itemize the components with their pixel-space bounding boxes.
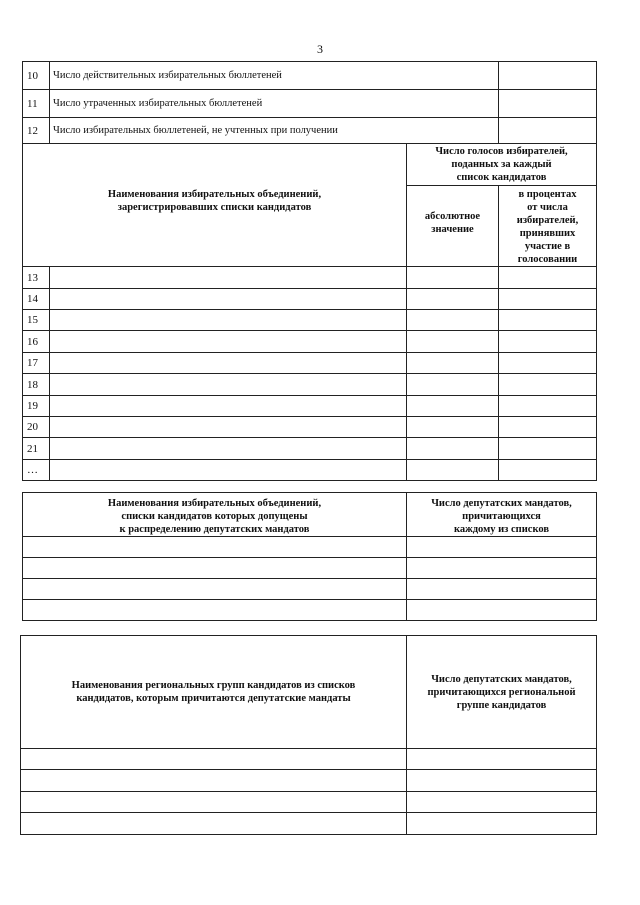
- absolute-value-cell[interactable]: [407, 417, 499, 438]
- mandates-table: [22, 492, 597, 621]
- percent-cell[interactable]: [499, 310, 597, 331]
- percent-cell[interactable]: [499, 353, 597, 374]
- row-number: 20: [23, 417, 50, 438]
- mandate-count-cell[interactable]: [407, 558, 597, 579]
- value-cell[interactable]: [499, 90, 597, 118]
- party-list-cell[interactable]: [23, 600, 407, 621]
- party-name-cell[interactable]: [50, 396, 407, 417]
- regional-group-cell[interactable]: [21, 770, 407, 792]
- row-number: 10: [23, 62, 50, 90]
- absolute-value-cell[interactable]: [407, 438, 499, 460]
- row-number: 19: [23, 396, 50, 417]
- absolute-value-cell[interactable]: [407, 289, 499, 310]
- table-row: [23, 558, 597, 579]
- party-name-cell[interactable]: [50, 310, 407, 331]
- summary-row-11: [23, 90, 597, 118]
- party-name-cell[interactable]: [50, 417, 407, 438]
- table-row: [23, 460, 597, 481]
- row-number: 12: [23, 118, 50, 144]
- table-row: [23, 289, 597, 310]
- table-row: [21, 749, 597, 770]
- row-number: …: [23, 460, 50, 481]
- party-name-cell[interactable]: [50, 353, 407, 374]
- percent-header: в процентах от числа избирателей, принявших участие в голосовании: [499, 186, 597, 267]
- regional-group-cell[interactable]: [21, 813, 407, 835]
- percent-cell[interactable]: [499, 460, 597, 481]
- regional-mandate-cell[interactable]: [407, 749, 597, 770]
- mandate-count-header: Число депутатских мандатов, причитающихся каждому из списков: [407, 493, 597, 537]
- table-row: [23, 417, 597, 438]
- summary-row-10: [23, 62, 597, 90]
- row-label: Число избирательных бюллетеней, не учтенных при получении: [50, 118, 499, 144]
- mandate-count-cell[interactable]: [407, 600, 597, 621]
- value-cell[interactable]: [499, 62, 597, 90]
- absolute-value-cell[interactable]: [407, 353, 499, 374]
- mandate-count-cell[interactable]: [407, 579, 597, 600]
- regional-mandate-cell[interactable]: [407, 770, 597, 792]
- table-row: [23, 353, 597, 374]
- row-number: 16: [23, 331, 50, 353]
- table-row: [23, 600, 597, 621]
- row-number: 11: [23, 90, 50, 118]
- table-row: [23, 579, 597, 600]
- party-list-cell[interactable]: [23, 579, 407, 600]
- party-name-cell[interactable]: [50, 331, 407, 353]
- table-row: [23, 267, 597, 289]
- table-row: [23, 374, 597, 396]
- percent-cell[interactable]: [499, 267, 597, 289]
- regional-mandate-cell[interactable]: [407, 813, 597, 835]
- party-list-cell[interactable]: [23, 537, 407, 558]
- absolute-value-cell[interactable]: [407, 331, 499, 353]
- regional-group-cell[interactable]: [21, 749, 407, 770]
- row-number: 15: [23, 310, 50, 331]
- party-list-header: Наименования избирательных объединений, списки кандидатов которых допущены к распределению депутатских мандатов: [23, 493, 407, 537]
- table-row: [23, 310, 597, 331]
- party-name-cell[interactable]: [50, 438, 407, 460]
- mandate-count-cell[interactable]: [407, 537, 597, 558]
- row-number: 21: [23, 438, 50, 460]
- percent-cell[interactable]: [499, 331, 597, 353]
- table-row: [23, 331, 597, 353]
- percent-cell[interactable]: [499, 289, 597, 310]
- value-cell[interactable]: [499, 118, 597, 144]
- party-name-cell[interactable]: [50, 267, 407, 289]
- mandates-header-row: [23, 493, 597, 537]
- percent-cell[interactable]: [499, 438, 597, 460]
- absolute-value-cell[interactable]: [407, 396, 499, 417]
- table-row: [23, 537, 597, 558]
- percent-cell[interactable]: [499, 396, 597, 417]
- party-name-cell[interactable]: [50, 374, 407, 396]
- page-number: 3: [317, 42, 323, 56]
- percent-cell[interactable]: [499, 417, 597, 438]
- row-number: 13: [23, 267, 50, 289]
- summary-row-12: [23, 118, 597, 144]
- party-list-cell[interactable]: [23, 558, 407, 579]
- votes-table: [22, 61, 597, 481]
- regional-header-row: [21, 636, 597, 749]
- row-label: Число утраченных избирательных бюллетеней: [50, 90, 499, 118]
- absolute-value-cell[interactable]: [407, 310, 499, 331]
- regional-group-header: Наименования региональных групп кандидатов из списков кандидатов, которым причитаются депутатские мандаты: [21, 636, 407, 749]
- party-name-cell[interactable]: [50, 460, 407, 481]
- regional-mandate-cell[interactable]: [407, 792, 597, 813]
- votes-count-header: Число голосов избирателей, поданных за каждый список кандидатов: [407, 144, 597, 186]
- row-label: Число действительных избирательных бюллетеней: [50, 62, 499, 90]
- absolute-value-header: абсолютное значение: [407, 186, 499, 267]
- row-number: 14: [23, 289, 50, 310]
- row-number: 18: [23, 374, 50, 396]
- regional-group-cell[interactable]: [21, 792, 407, 813]
- absolute-value-cell[interactable]: [407, 374, 499, 396]
- party-name-header: Наименования избирательных объединений, зарегистрировавших списки кандидатов: [23, 144, 407, 267]
- table-row: [21, 813, 597, 835]
- party-name-cell[interactable]: [50, 289, 407, 310]
- regional-groups-table: [20, 635, 597, 835]
- table-row: [23, 438, 597, 460]
- percent-cell[interactable]: [499, 374, 597, 396]
- row-number: 17: [23, 353, 50, 374]
- table-row: [21, 770, 597, 792]
- absolute-value-cell[interactable]: [407, 267, 499, 289]
- absolute-value-cell[interactable]: [407, 460, 499, 481]
- table-row: [23, 396, 597, 417]
- regional-mandate-count-header: Число депутатских мандатов, причитающихся региональной группе кандидатов: [407, 636, 597, 749]
- votes-header-row: [23, 144, 597, 186]
- table-row: [21, 792, 597, 813]
